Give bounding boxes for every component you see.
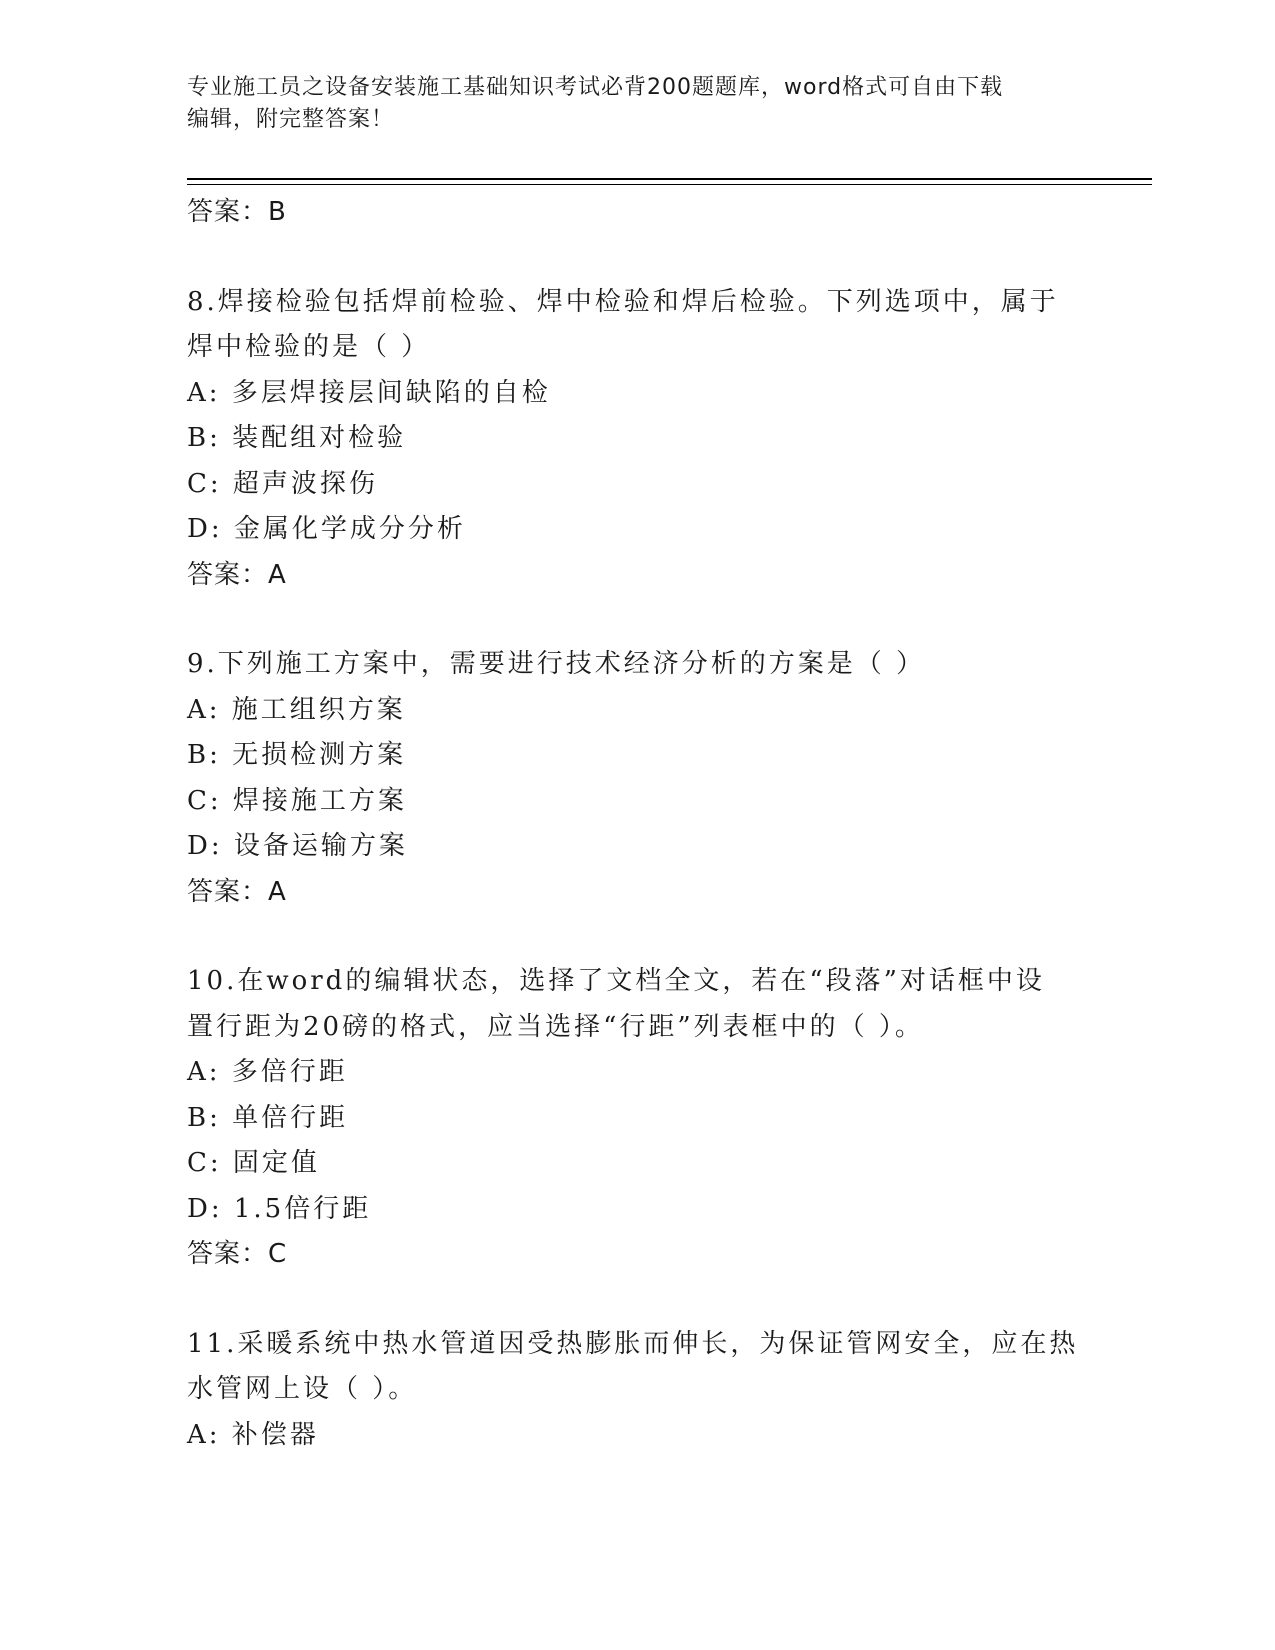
header-line-2: 编辑，附完整答案！ [187, 107, 395, 132]
option-c: C: 焊接施工方案 [187, 785, 407, 816]
answer-line: 答案：A [187, 559, 287, 590]
question-stem: 11.采暖系统中热水管道因受热膨胀而伸长，为保证管网安全，应在热 [187, 1328, 1079, 1359]
document-body [187, 190, 1087, 1458]
spacer [187, 598, 1087, 642]
header-divider-thick [187, 178, 1152, 180]
option-a: A: 多倍行距 [187, 1057, 348, 1087]
spacer [187, 915, 1087, 959]
question-stem: 10.在word的编辑状态，选择了文档全文，若在“段落”对话框中设 [187, 966, 1045, 996]
spacer [187, 1278, 1087, 1322]
option-b: B: 无损检测方案 [187, 740, 407, 770]
option-b: B: 装配组对检验 [187, 423, 407, 453]
header-divider-thin [187, 184, 1152, 185]
answer-line: 答案：B [187, 197, 287, 227]
header-line-1: 专业施工员之设备安装施工基础知识考试必背200题题库，word格式可自由下载 [187, 75, 1004, 100]
option-a: A: 施工组织方案 [187, 694, 406, 725]
answer-line: 答案：A [187, 876, 287, 907]
question-block [187, 642, 1087, 915]
option-a: A: 多层焊接层间缺陷的自检 [187, 377, 551, 408]
option-c: C: 超声波探伤 [187, 468, 378, 499]
document-header [187, 72, 1067, 136]
option-d: D: 金属化学成分分析 [187, 514, 466, 544]
question-block [187, 959, 1087, 1278]
question-block [187, 280, 1087, 599]
option-d: D: 1.5倍行距 [187, 1193, 372, 1224]
option-b: B: 单倍行距 [187, 1102, 349, 1133]
question-stem: 焊中检验的是（ ） [187, 332, 431, 362]
question-block [187, 1322, 1087, 1459]
question-stem: 9.下列施工方案中，需要进行技术经济分析的方案是（ ） [187, 649, 926, 679]
answer-line: 答案：C [187, 1239, 288, 1269]
option-a: A: 补偿器 [187, 1419, 319, 1450]
question-stem: 8.焊接检验包括焊前检验、焊中检验和焊后检验。下列选项中，属于 [187, 286, 1059, 317]
option-d: D: 设备运输方案 [187, 831, 408, 861]
question-stem: 水管网上设（ ）。 [187, 1374, 418, 1404]
spacer [187, 236, 1087, 280]
option-c: C: 固定值 [187, 1148, 320, 1178]
question-stem: 置行距为20磅的格式，应当选择“行距”列表框中的（ ）。 [187, 1011, 924, 1042]
